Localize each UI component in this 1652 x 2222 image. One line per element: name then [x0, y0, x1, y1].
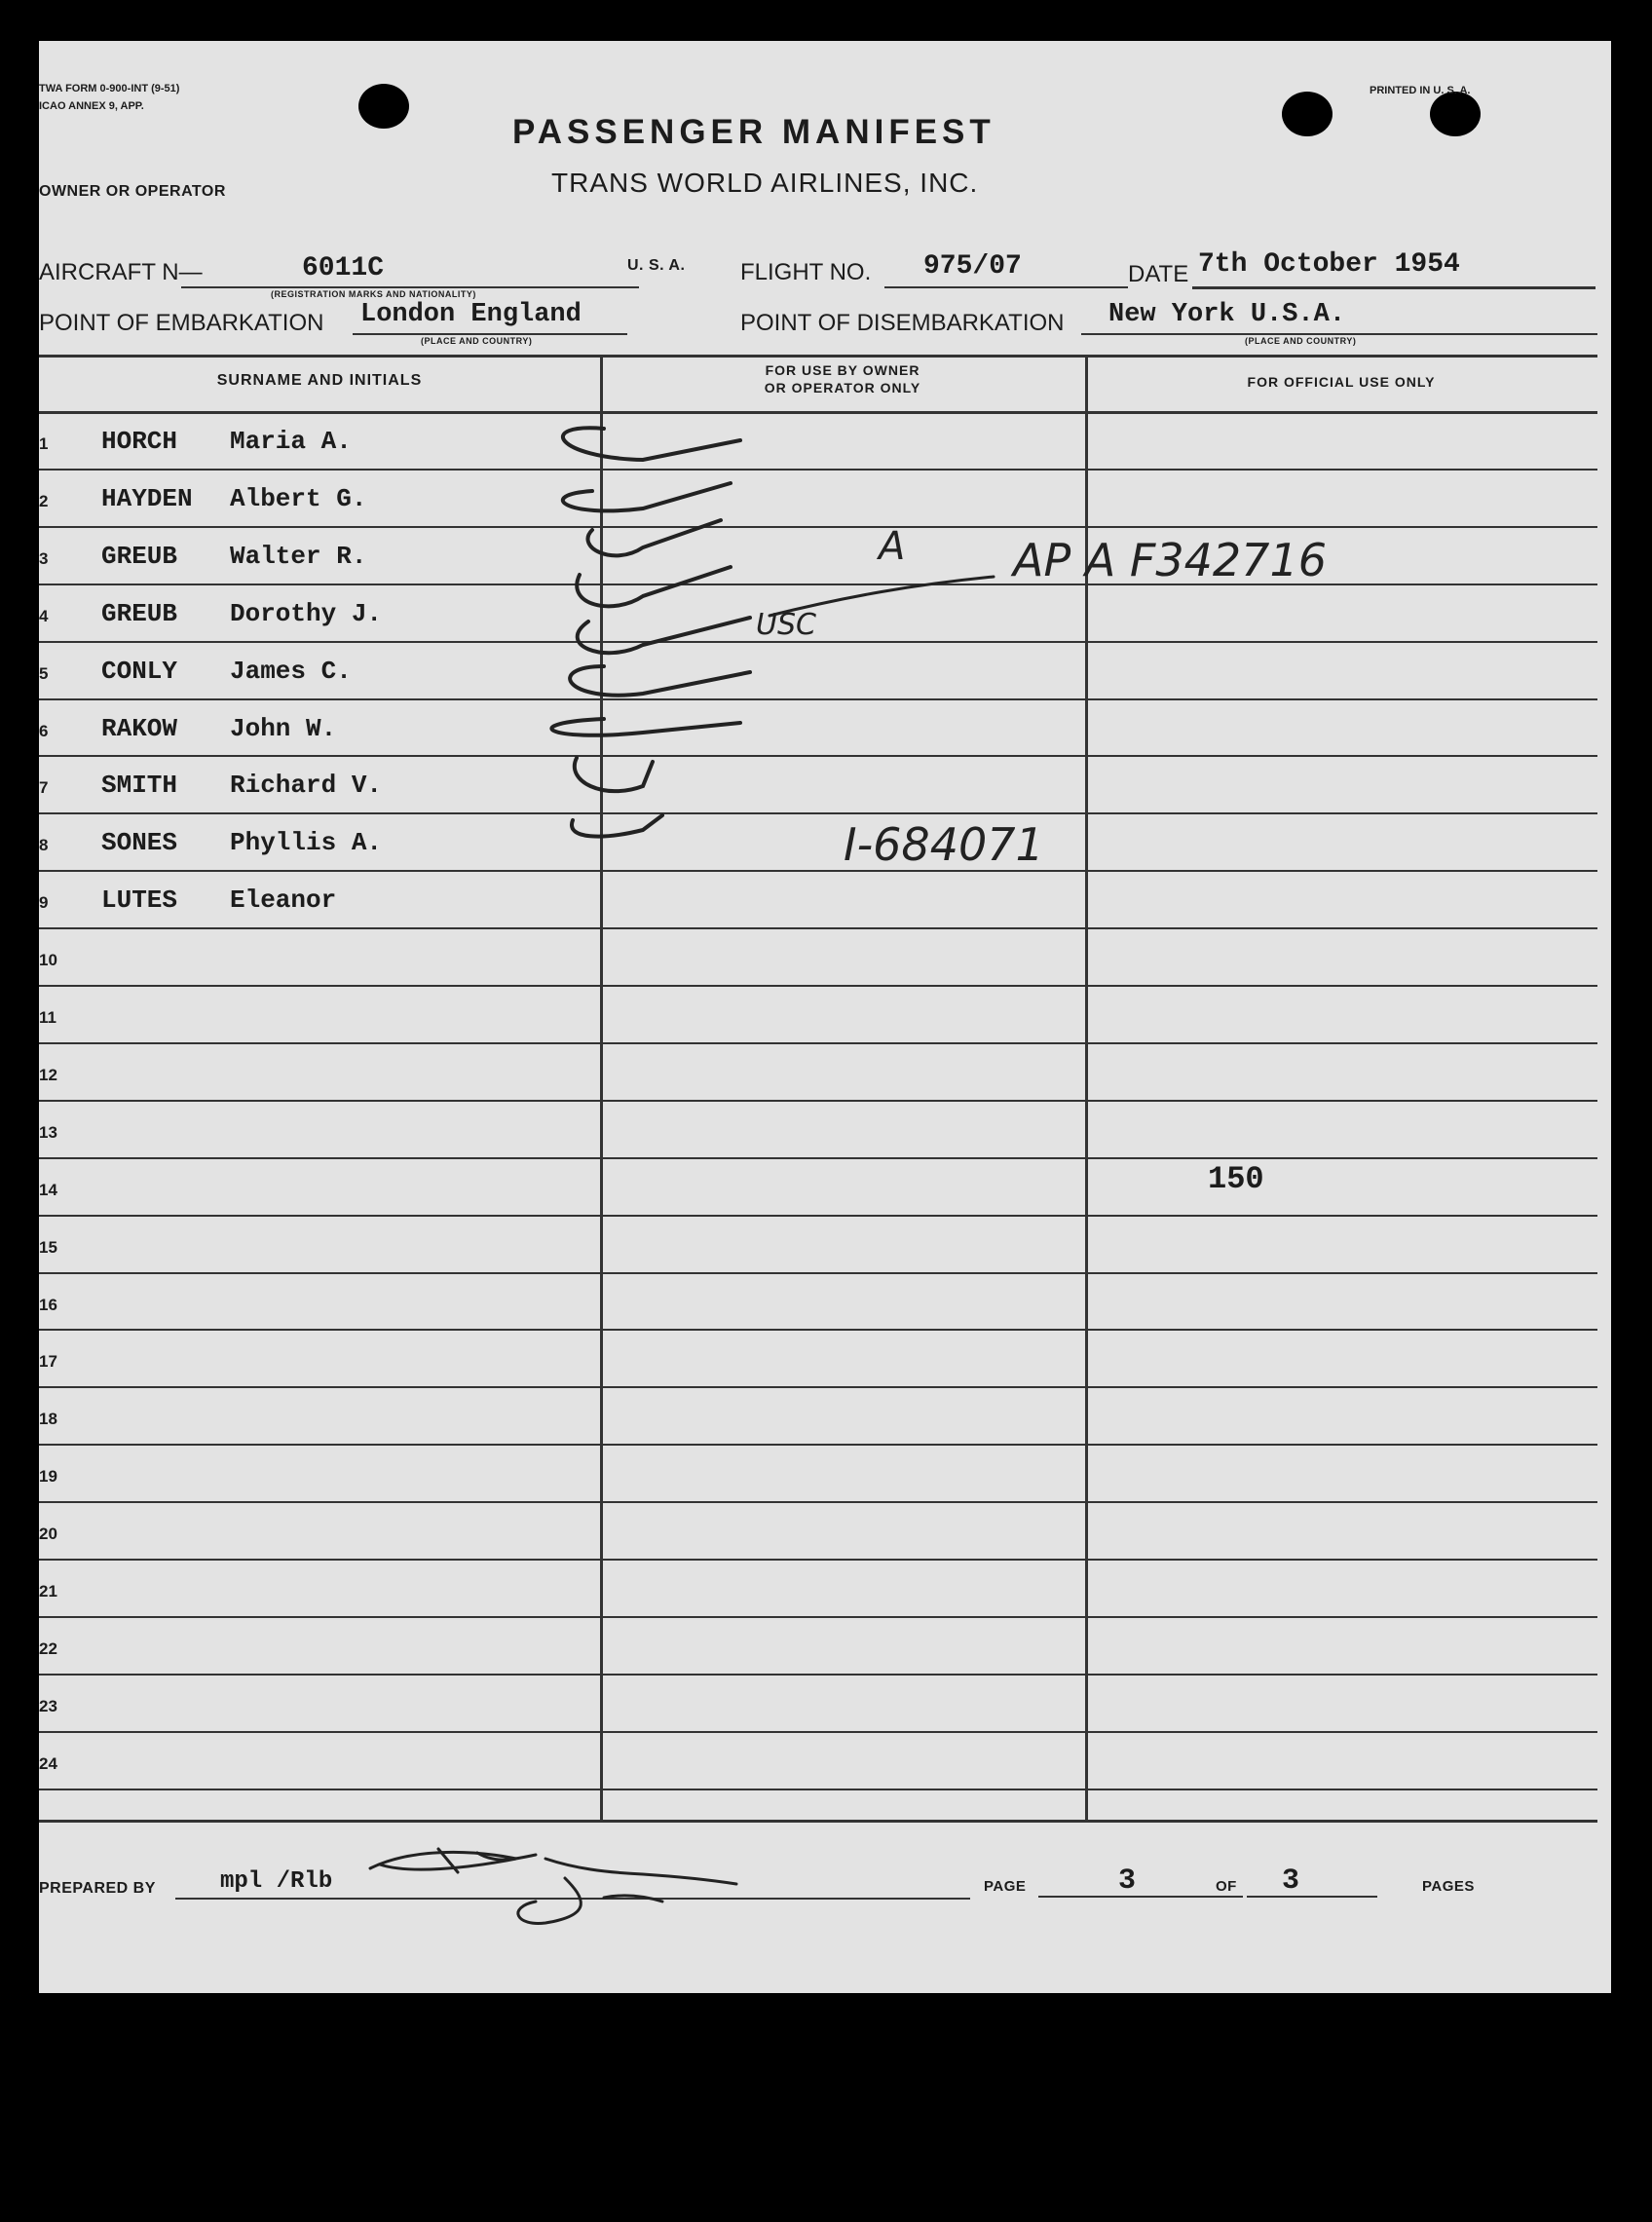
- row-rule: [39, 1329, 1597, 1331]
- passenger-surname: GREUB: [101, 542, 178, 571]
- passenger-given-name: John W.: [230, 714, 337, 743]
- passenger-surname: HAYDEN: [101, 484, 193, 513]
- aircraft-underline: [181, 286, 639, 288]
- row-number: 22: [39, 1639, 57, 1658]
- embarkation-label: POINT OF EMBARKATION: [39, 310, 324, 336]
- row-number: 3: [39, 549, 49, 568]
- check-mark-5: [578, 618, 750, 653]
- passenger-surname: LUTES: [101, 885, 178, 915]
- passenger-surname: HORCH: [101, 427, 178, 456]
- form-id-line2: ICAO ANNEX 9, APP.: [39, 100, 144, 112]
- page-value: 3: [1118, 1864, 1137, 1898]
- table-bottom-rule: [39, 1820, 1597, 1823]
- passenger-given-name: Eleanor: [230, 885, 337, 915]
- row-rule: [39, 1616, 1597, 1618]
- date-label: DATE: [1128, 261, 1189, 287]
- row-rule: [39, 1501, 1597, 1503]
- passenger-given-name: Albert G.: [230, 484, 367, 513]
- disembarkation-value: New York U.S.A.: [1108, 300, 1346, 329]
- embarkation-note: (PLACE AND COUNTRY): [421, 336, 533, 346]
- row-number: 23: [39, 1697, 57, 1715]
- annotation-row3-owner: A: [879, 524, 906, 569]
- row-number: 11: [39, 1008, 56, 1027]
- row-rule: [39, 1042, 1597, 1044]
- of-underline: [1247, 1896, 1377, 1898]
- column-header-owner-1: FOR USE BY OWNER: [765, 362, 920, 378]
- row-rule: [39, 1444, 1597, 1446]
- column-header-surname: SURNAME AND INITIALS: [216, 372, 423, 389]
- check-mark-7: [551, 719, 740, 735]
- row-rule: [39, 1157, 1597, 1159]
- pages-label: PAGES: [1422, 1878, 1475, 1895]
- passenger-given-name: Walter R.: [230, 542, 367, 571]
- owner-operator-label: OWNER OR OPERATOR: [39, 183, 226, 200]
- row-number: 12: [39, 1066, 57, 1084]
- annotation-row8-owner: I-684071: [844, 818, 1044, 871]
- passenger-given-name: Maria A.: [230, 427, 352, 456]
- aircraft-value: 6011C: [302, 253, 385, 283]
- disembarkation-note: (PLACE AND COUNTRY): [1245, 336, 1357, 346]
- row-rule: [39, 1100, 1597, 1102]
- passenger-surname: CONLY: [101, 657, 178, 686]
- check-marks: [507, 411, 1052, 957]
- page-label: PAGE: [984, 1878, 1027, 1895]
- passenger-surname: GREUB: [101, 599, 178, 628]
- row-number: 10: [39, 951, 57, 969]
- row-number: 6: [39, 722, 49, 740]
- prepared-by-value: mpl /Rlb: [220, 1868, 333, 1895]
- annotation-row14-official: 150: [1208, 1161, 1264, 1197]
- strike-row4: [770, 577, 994, 616]
- row-number: 2: [39, 492, 49, 510]
- passenger-given-name: James C.: [230, 657, 352, 686]
- row-number: 16: [39, 1296, 57, 1314]
- row-rule: [39, 1674, 1597, 1676]
- flight-underline: [884, 286, 1128, 288]
- row-number: 5: [39, 664, 49, 683]
- printed-in-label: PRINTED IN U. S. A.: [1370, 85, 1471, 96]
- passenger-surname: RAKOW: [101, 714, 178, 743]
- row-number: 19: [39, 1467, 57, 1486]
- row-number: 4: [39, 607, 49, 625]
- annotation-row4-owner: USC: [756, 608, 816, 642]
- date-value: 7th October 1954: [1198, 249, 1460, 280]
- disembarkation-underline: [1081, 333, 1597, 335]
- row-number: 17: [39, 1352, 57, 1371]
- check-mark-1: [563, 428, 740, 460]
- of-value: 3: [1282, 1864, 1300, 1898]
- flight-label: FLIGHT NO.: [740, 259, 872, 285]
- passenger-given-name: Phyllis A.: [230, 828, 383, 857]
- row-number: 24: [39, 1754, 57, 1773]
- embarkation-underline: [353, 333, 627, 335]
- of-label: OF: [1216, 1878, 1237, 1895]
- check-mark-8: [575, 758, 653, 791]
- row-rule: [39, 1215, 1597, 1217]
- row-rule: [39, 1272, 1597, 1274]
- row-rule: [39, 1789, 1597, 1790]
- row-rule: [39, 985, 1597, 987]
- punch-hole-right-1: [1282, 92, 1333, 136]
- form-id-line1: TWA FORM 0-900-INT (9-51): [39, 83, 180, 94]
- page-title: PASSENGER MANIFEST: [512, 113, 995, 151]
- registration-note: (REGISTRATION MARKS AND NATIONALITY): [271, 289, 476, 299]
- punch-hole-left: [358, 84, 409, 129]
- table-top-rule: [39, 355, 1597, 358]
- punch-hole-right-2: [1430, 92, 1481, 136]
- row-number: 18: [39, 1410, 57, 1428]
- disembarkation-label: POINT OF DISEMBARKATION: [740, 310, 1065, 336]
- usa-label: U. S. A.: [627, 257, 686, 274]
- row-number: 15: [39, 1238, 57, 1257]
- row-number: 13: [39, 1123, 57, 1142]
- aircraft-label: AIRCRAFT N—: [39, 259, 203, 285]
- column-header-owner-2: OR OPERATOR ONLY: [764, 380, 921, 395]
- flight-value: 975/07: [923, 251, 1022, 282]
- passenger-given-name: Richard V.: [230, 771, 383, 800]
- check-mark-3: [588, 520, 721, 555]
- passenger-surname: SMITH: [101, 771, 178, 800]
- row-number: 20: [39, 1525, 57, 1543]
- column-header-official: FOR OFFICIAL USE ONLY: [1247, 374, 1436, 390]
- passenger-surname: SONES: [101, 828, 178, 857]
- prepared-by-label: PREPARED BY: [39, 1880, 156, 1897]
- check-mark-6: [570, 666, 750, 696]
- check-mark-4: [577, 567, 731, 606]
- row-rule: [39, 1731, 1597, 1733]
- check-mark-2: [563, 483, 731, 510]
- row-rule: [39, 1386, 1597, 1388]
- passenger-given-name: Dorothy J.: [230, 599, 383, 628]
- row-number: 9: [39, 893, 49, 912]
- row-number: 14: [39, 1181, 57, 1199]
- row-number: 8: [39, 836, 49, 854]
- date-underline: [1192, 286, 1596, 289]
- signature: [351, 1829, 740, 1937]
- embarkation-value: London England: [360, 300, 582, 329]
- row-number: 21: [39, 1582, 57, 1601]
- row-rule: [39, 1559, 1597, 1561]
- annotation-row3-official: AP A F342716: [1013, 534, 1327, 586]
- row-number: 7: [39, 778, 49, 797]
- check-mark-9: [572, 815, 662, 837]
- manifest-sheet: [39, 41, 1611, 1993]
- row-number: 1: [39, 434, 49, 453]
- page-underline: [1038, 1896, 1243, 1898]
- airline-name: TRANS WORLD AIRLINES, INC.: [551, 168, 979, 198]
